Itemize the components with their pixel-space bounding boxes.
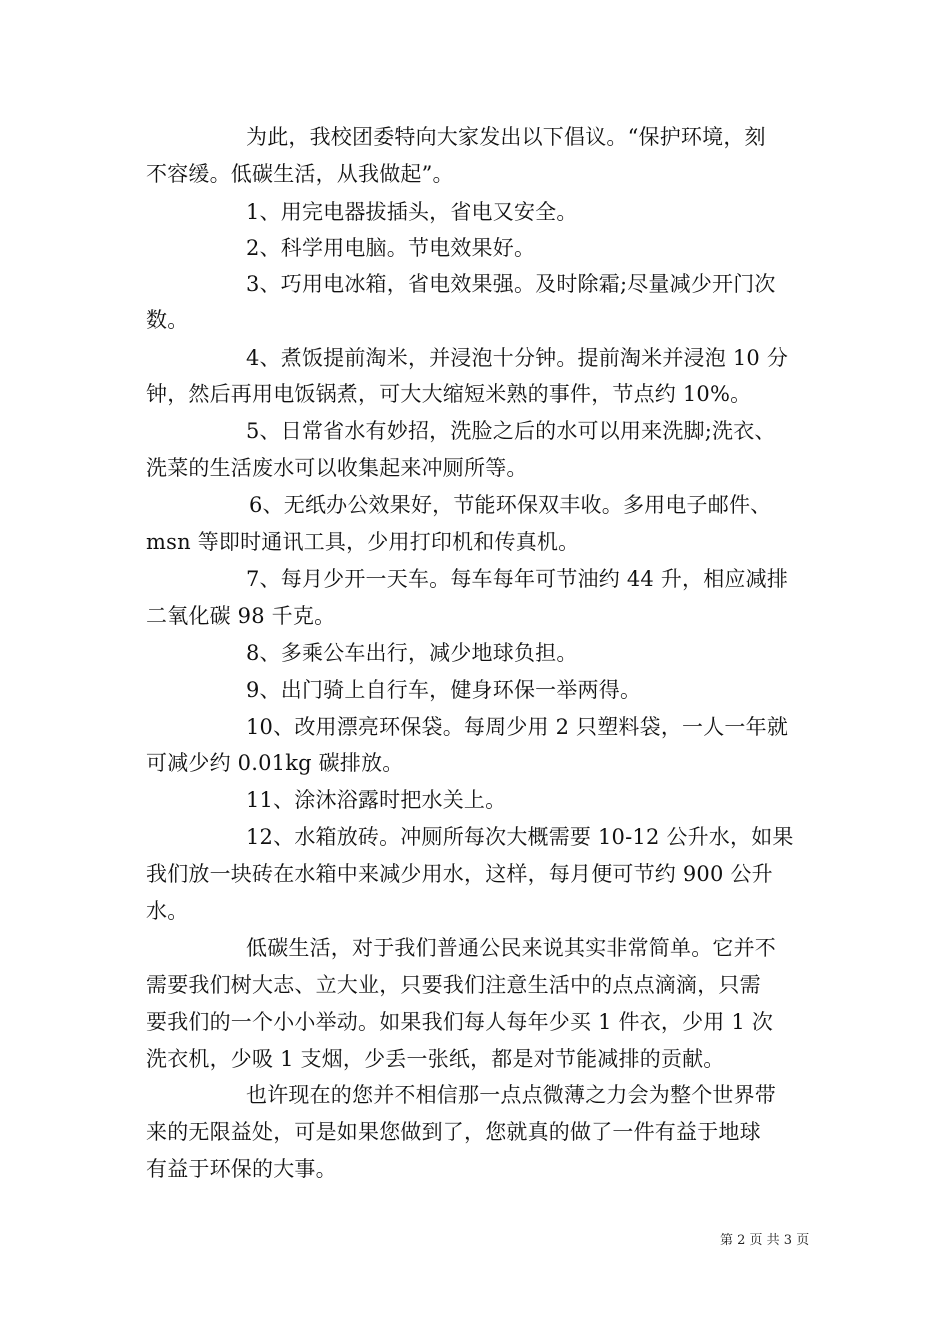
- text-line: 1、用完电器拔插头，省电又安全。: [246, 200, 578, 224]
- text-line: 3、巧用电冰箱，省电效果强。及时除霜;尽量减少开门次: [246, 272, 776, 296]
- text-line: 7、每月少开一天车。每车每年可节油约 44 升，相应减排: [246, 567, 789, 591]
- text-line: 要我们的一个小小举动。如果我们每人每年少买 1 件衣，少用 1 次: [146, 1010, 774, 1034]
- text-line: 为此，我校团委特向大家发出以下倡议。“保护环境，刻: [246, 125, 766, 149]
- text-line: 可减少约 0.01kg 碳排放。: [146, 751, 404, 775]
- text-line: 9、出门骑上自行车，健身环保一举两得。: [246, 678, 642, 702]
- text-line: 2、科学用电脑。节电效果好。: [246, 236, 536, 260]
- text-line: 11、涂沐浴露时把水关上。: [246, 788, 507, 812]
- text-line: 有益于环保的大事。: [146, 1157, 337, 1181]
- text-line: 洗菜的生活废水可以收集起来冲厕所等。: [146, 456, 528, 480]
- text-line: 4、煮饭提前淘米，并浸泡十分钟。提前淘米并浸泡 10 分: [246, 346, 789, 370]
- text-line: 5、日常省水有妙招，洗脸之后的水可以用来洗脚;洗衣、: [246, 419, 776, 443]
- text-line: 12、水箱放砖。冲厕所每次大概需要 10-12 公升水，如果: [246, 825, 794, 849]
- text-line: 也许现在的您并不相信那一点点微薄之力会为整个世界带: [246, 1083, 776, 1107]
- text-line: msn 等即时通讯工具，少用打印机和传真机。: [146, 530, 580, 554]
- text-line: 我们放一块砖在水箱中来减少用水，这样，每月便可节约 900 公升: [146, 862, 773, 886]
- text-line: 低碳生活，对于我们普通公民来说其实非常简单。它并不: [246, 936, 776, 960]
- text-line: 10、改用漂亮环保袋。每周少用 2 只塑料袋，一人一年就: [246, 715, 789, 739]
- text-line: 6、无纸办公效果好，节能环保双丰收。多用电子邮件、: [249, 493, 772, 517]
- text-line: 需要我们树大志、立大业，只要我们注意生活中的点点滴滴，只需: [146, 973, 761, 997]
- text-line: 钟，然后再用电饭锅煮，可大大缩短米熟的事件，节点约 10%。: [146, 382, 752, 406]
- text-line: 二氧化碳 98 千克。: [146, 604, 336, 628]
- page-number-footer: 第 2 页 共 3 页: [720, 1233, 810, 1248]
- text-line: 来的无限益处，可是如果您做到了，您就真的做了一件有益于地球: [146, 1120, 761, 1144]
- text-line: 8、多乘公车出行，减少地球负担。: [246, 641, 578, 665]
- text-line: 不容缓。低碳生活，从我做起”。: [146, 162, 454, 186]
- text-line: 数。: [146, 308, 189, 332]
- text-line: 洗衣机，少吸 1 支烟，少丢一张纸，都是对节能减排的贡献。: [146, 1047, 725, 1071]
- text-line: 水。: [146, 899, 189, 923]
